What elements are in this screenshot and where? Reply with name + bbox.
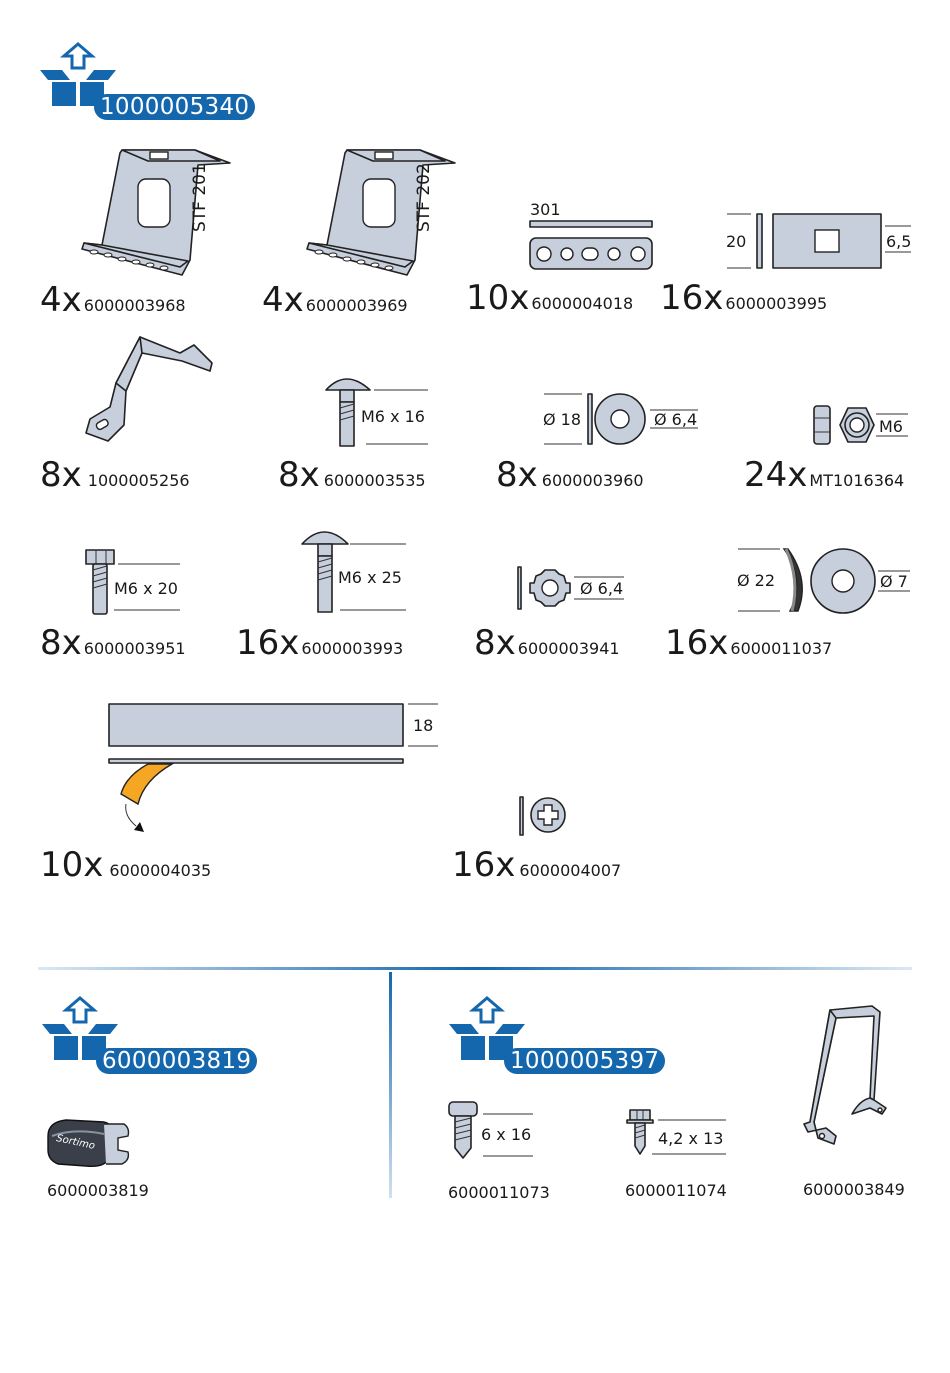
perforated-strip-icon — [528, 218, 658, 273]
item-qty-2 — [466, 278, 634, 321]
horizontal-divider — [38, 966, 912, 972]
qty-value: 16x — [236, 623, 300, 663]
bracket-stf201-label: STF 201 — [190, 163, 210, 232]
qty-value: 16x — [665, 623, 729, 663]
item-qty-4 — [40, 455, 190, 498]
kit-number-badge: 1000005397 — [504, 1048, 665, 1074]
part-code: MT1016364 — [809, 471, 905, 490]
part-code: 6000004007 — [519, 861, 622, 880]
part-code: 6000004018 — [531, 294, 634, 313]
part-code: 6000003535 — [323, 471, 426, 490]
clip-logo-text: Sortimo — [55, 1133, 96, 1152]
item-qty-8 — [40, 623, 186, 666]
part-code: 6000003951 — [83, 639, 186, 658]
part-code: 6000003941 — [517, 639, 620, 658]
part-code: 6000011074 — [625, 1181, 727, 1200]
qty-value: 4x — [262, 280, 304, 320]
part-code: 6000011073 — [448, 1183, 550, 1202]
washer-outer-diameter: Ø 18 — [543, 410, 582, 429]
qty-value: 8x — [474, 623, 516, 663]
bolt-size-label: M6 x 16 — [361, 407, 425, 426]
lock-washer-diameter: Ø 6,4 — [580, 579, 624, 598]
item-qty-1 — [262, 280, 408, 323]
hanger-bracket-icon — [800, 1004, 892, 1154]
part-code: 6000003969 — [305, 296, 408, 315]
washer-inner-diameter: Ø 6,4 — [654, 410, 698, 429]
part-code: 6000003993 — [301, 639, 404, 658]
qty-value: 10x — [466, 278, 530, 318]
part-code: 6000003968 — [83, 296, 186, 315]
adhesive-strip-icon — [106, 702, 441, 837]
nut-size-label: M6 — [879, 417, 903, 436]
part-code: 1000005256 — [87, 471, 190, 490]
qty-value: 8x — [40, 455, 82, 495]
plate-thickness-label: 6,5 — [886, 232, 912, 251]
push-on-washer-icon — [518, 795, 570, 837]
item-qty-9 — [236, 623, 404, 666]
item-qty-0 — [40, 280, 186, 323]
bracket-stf202-icon — [305, 145, 465, 280]
bracket-stf201-icon — [80, 145, 240, 280]
bracket-stf202-label: STF 202 — [414, 163, 434, 232]
screw-size-label: 4,2 x 13 — [658, 1129, 724, 1148]
bent-bracket-icon — [82, 333, 217, 448]
item-qty-13 — [452, 845, 622, 888]
item-qty-10 — [474, 623, 620, 666]
item-qty-3 — [660, 278, 828, 321]
part-code: 6000003960 — [541, 471, 644, 490]
kit-number-badge: 6000003819 — [96, 1048, 257, 1074]
qty-value: 24x — [744, 455, 808, 495]
part-code: 6000003995 — [725, 294, 828, 313]
qty-value: 8x — [40, 623, 82, 663]
vertical-divider — [389, 972, 393, 1198]
bolt-size-label: M6 x 20 — [114, 579, 178, 598]
kit-number-badge: 1000005340 — [94, 94, 255, 120]
strip-length-label: 301 — [530, 200, 561, 219]
item-qty-7 — [744, 455, 905, 498]
qty-value: 16x — [452, 845, 516, 885]
screw-size-label: 6 x 16 — [481, 1125, 532, 1144]
qty-value: 4x — [40, 280, 82, 320]
bolt-size-label: M6 x 25 — [338, 568, 402, 587]
item-qty-5 — [278, 455, 426, 498]
washer-outer-diameter: Ø 22 — [737, 571, 776, 590]
qty-value: 8x — [278, 455, 320, 495]
qty-value: 10x — [40, 845, 104, 885]
plate-height-label: 20 — [726, 232, 747, 251]
part-code: 6000011037 — [730, 639, 833, 658]
part-code: 6000004035 — [109, 861, 212, 880]
washer-inner-diameter: Ø 7 — [880, 572, 908, 591]
qty-value: 16x — [660, 278, 724, 318]
part-code: 6000003849 — [803, 1180, 905, 1199]
strip-width-label: 18 — [413, 716, 434, 735]
item-qty-6 — [496, 455, 644, 498]
item-qty-12 — [40, 845, 212, 888]
qty-value: 8x — [496, 455, 538, 495]
item-qty-11 — [665, 623, 833, 666]
part-code: 6000003819 — [47, 1181, 149, 1200]
